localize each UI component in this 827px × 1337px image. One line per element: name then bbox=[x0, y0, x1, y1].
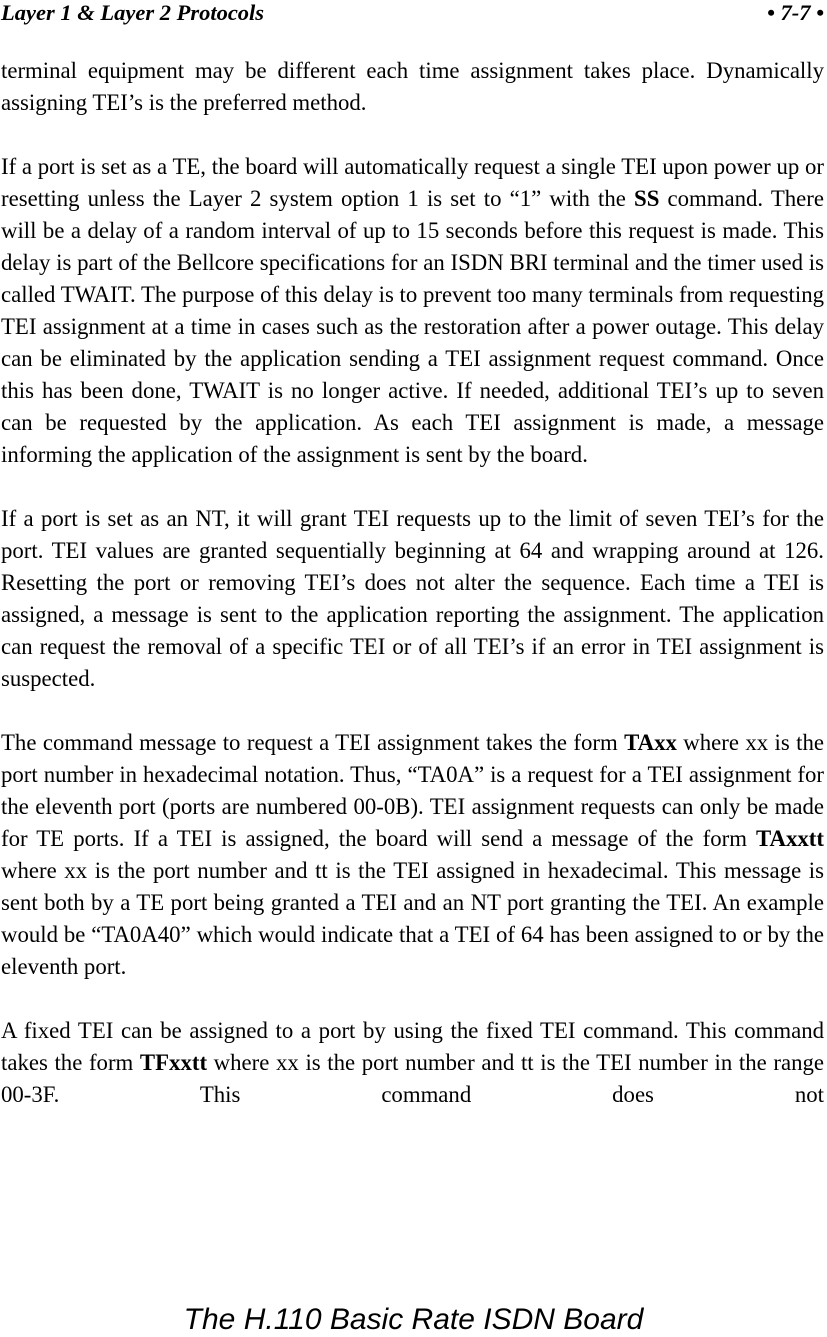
command-name: TFxxtt bbox=[139, 1050, 208, 1075]
command-name: SS bbox=[634, 186, 660, 211]
text-run: If a port is set as a TE, the board will automatically request a single TEI upon power up or resetting unless the Layer 2 system option 1 is set to “1” with the bbox=[1, 154, 824, 211]
page-number: • 7-7 • bbox=[767, 0, 824, 25]
text-run: terminal equipment may be different each time assignment takes place. Dynamically assigning TEI’s is the preferred method. bbox=[1, 58, 824, 115]
text-run: where xx is the port number and tt is the TEI assigned in hexadecimal. This message is sent both by a TE port being granted a TEI and an NT port granting the TEI. An example would be “TA0A40” which would indicate that a TEI of 64 has been assigned to or by the eleventh port. bbox=[1, 858, 824, 979]
command-name: TAxxtt bbox=[756, 826, 824, 851]
paragraph bbox=[1, 727, 824, 983]
page-header bbox=[1, 0, 824, 30]
text-run: If a port is set as an NT, it will grant TEI requests up to the limit of seven TEI’s for the port. TEI values are granted sequentially beginning at 64 and wrapping around at 126. Resetting the port or removing TEI’s does not alter the sequence. Each time a TEI is assigned, a message is sent to the application reporting the assignment. The application can request the removal of a specific TEI or of all TEI’s if an error in TEI assignment is suspected. bbox=[1, 506, 824, 691]
body-text bbox=[1, 55, 824, 1143]
chapter-title: Layer 1 & Layer 2 Protocols bbox=[1, 0, 265, 25]
text-run: The command message to request a TEI assignment takes the form bbox=[1, 730, 625, 755]
paragraph bbox=[1, 503, 824, 695]
text-run: where xx is the port number in hexadecimal notation. Thus, “TA0A” is a request for a TEI assignment for the eleventh port (ports are numbered 00-0B). TEI assignment requests can only be made for TE ports. If a TEI is assigned, the board will send a message of the form bbox=[1, 730, 824, 851]
page-footer: The H.110 Basic Rate ISDN Board bbox=[183, 1303, 644, 1336]
paragraph bbox=[1, 55, 824, 119]
text-run: command. There will be a delay of a random interval of up to 15 seconds before this request is made. This delay is part of the Bellcore specifications for an ISDN BRI terminal and the timer used is called TWAIT. The purpose of this delay is to prevent too many terminals from requesting TEI assignment at a time in cases such as the restoration after a power outage. This delay can be eliminated by the application sending a TEI assignment request command. Once this has been done, TWAIT is no longer active. If needed, additional TEI’s up to seven can be requested by the application. As each TEI assignment is made, a message informing the application of the assignment is sent by the board. bbox=[1, 186, 824, 467]
text-run: A fixed TEI can be assigned to a port by using the fixed TEI command. This command takes the form bbox=[1, 1018, 824, 1075]
paragraph bbox=[1, 151, 824, 471]
text-run: where xx is the port number and tt is the TEI number in the range 00-3F. This command does not bbox=[1, 1050, 825, 1107]
paragraph bbox=[1, 1015, 824, 1111]
command-name: TAxx bbox=[624, 730, 677, 755]
